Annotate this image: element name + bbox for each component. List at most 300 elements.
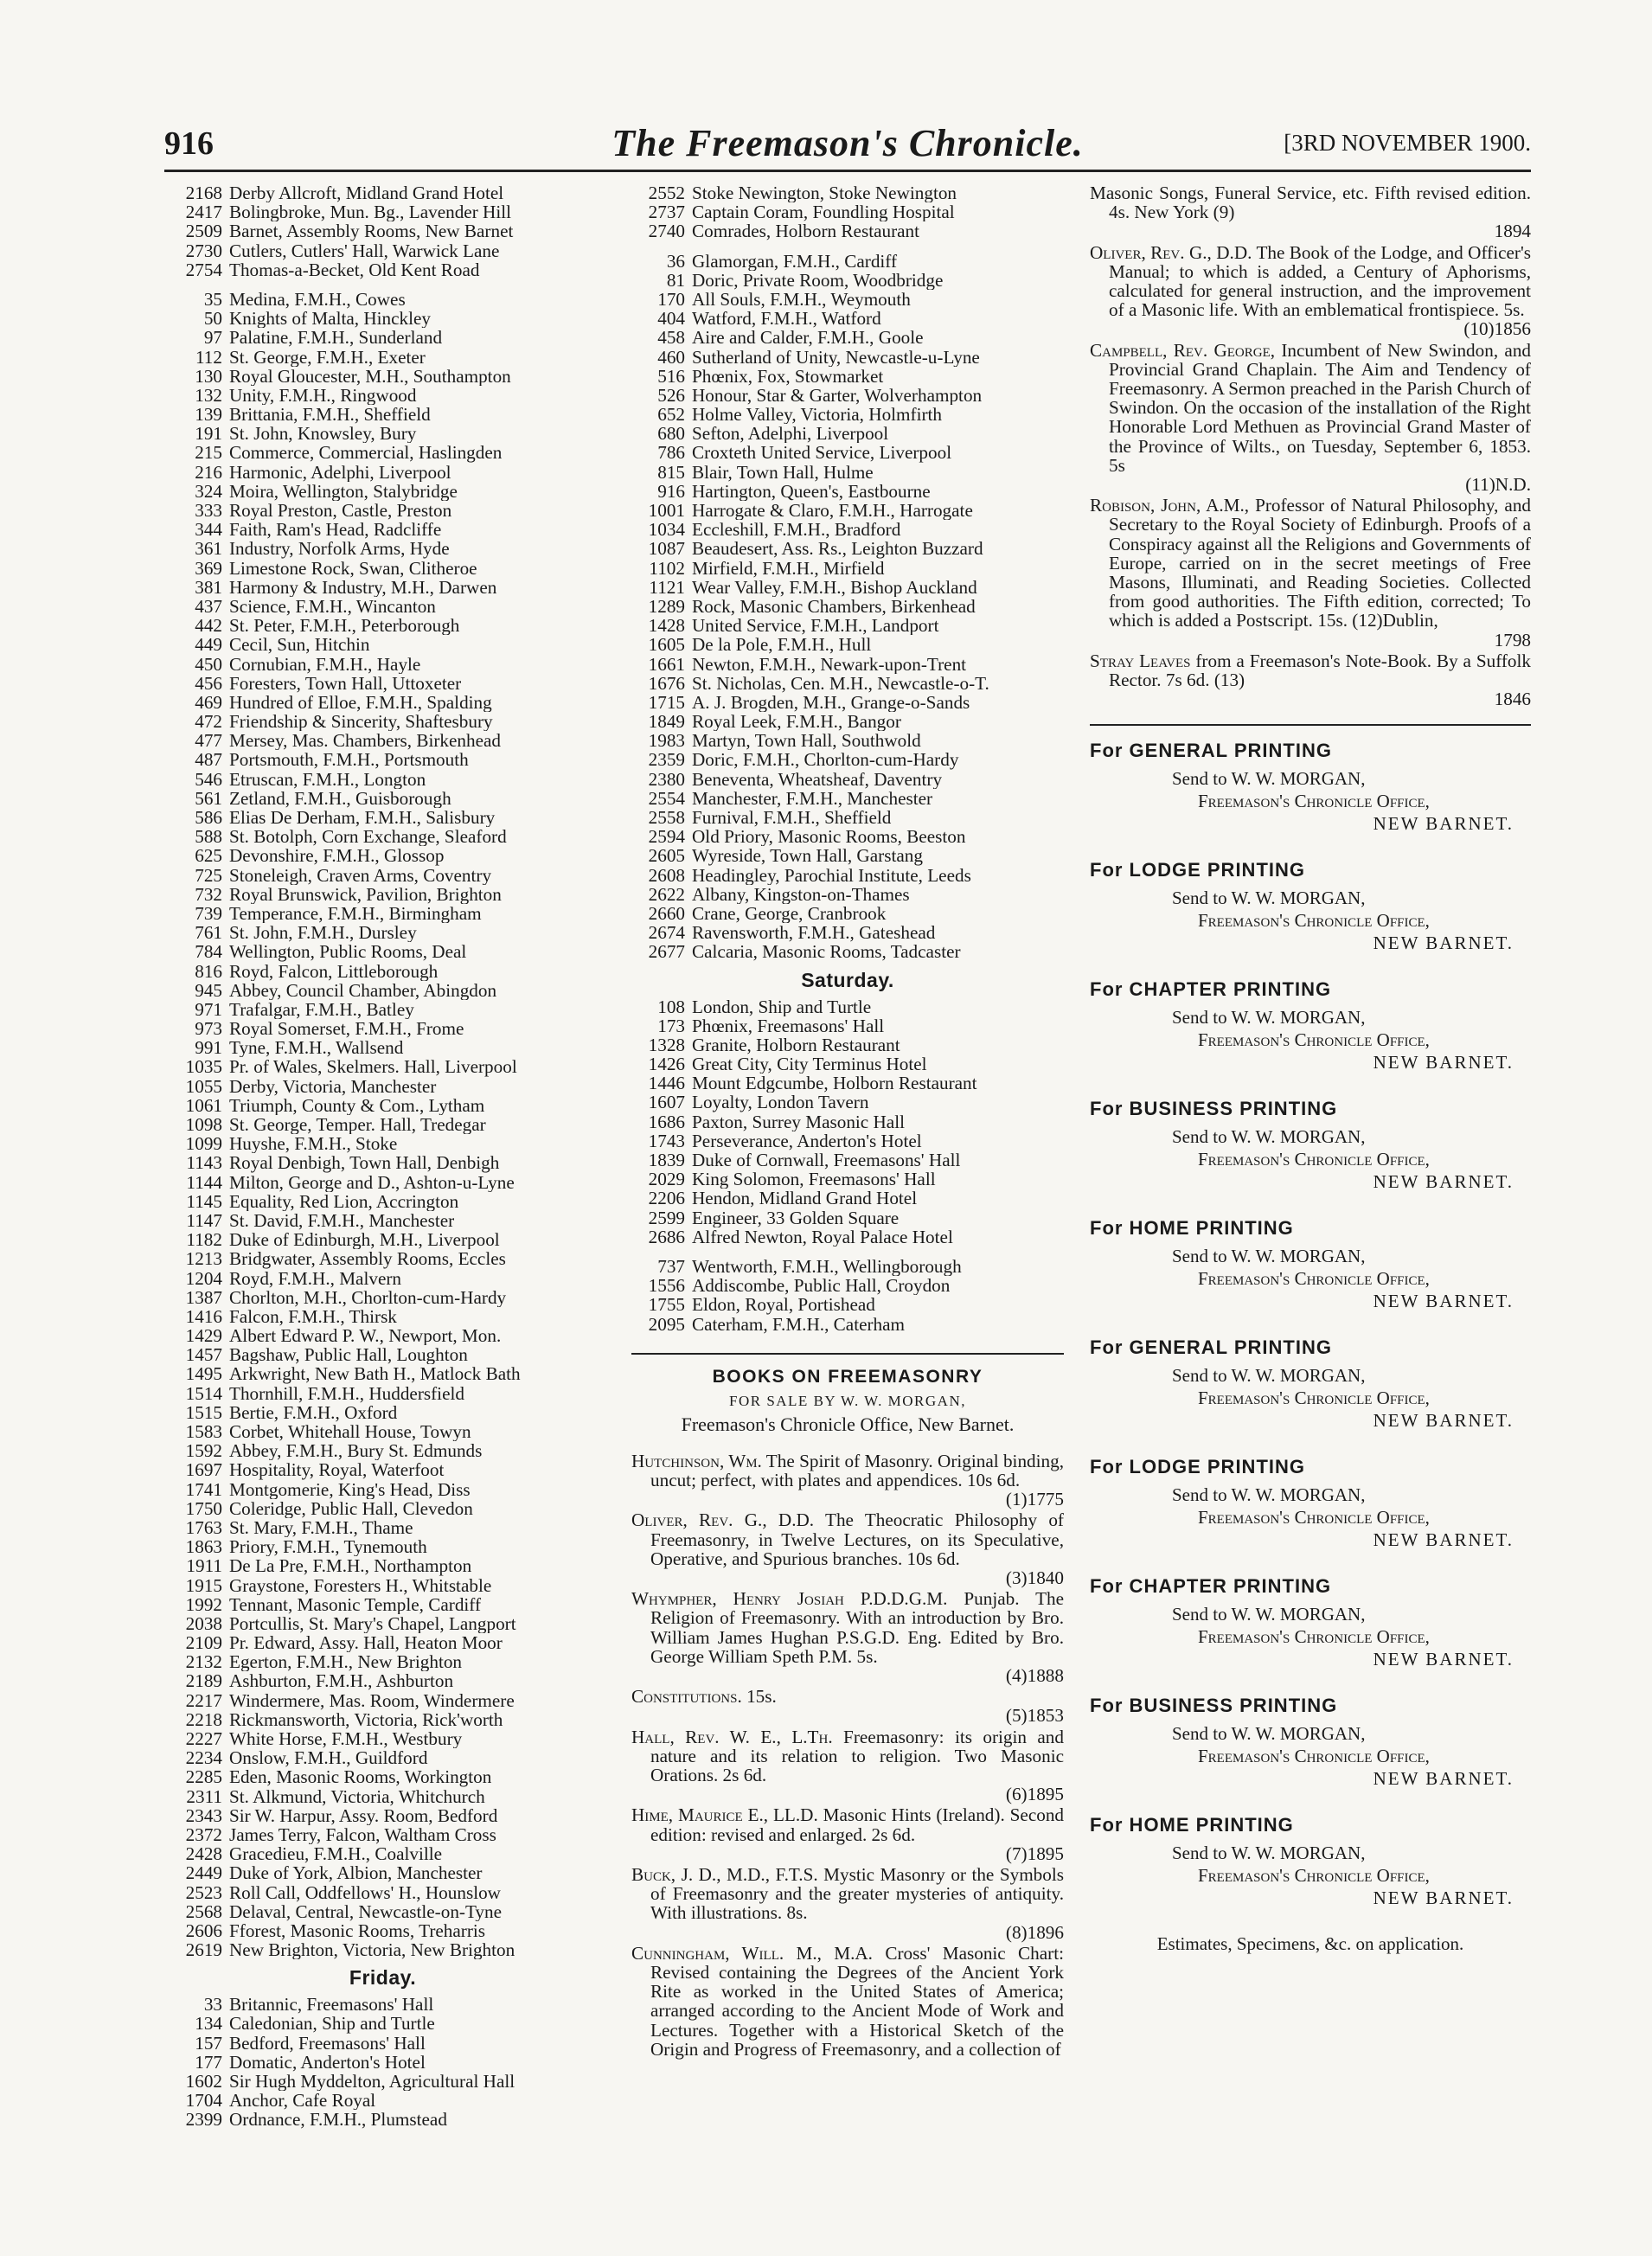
lodge-name: Duke of Cornwall, Freemasons' Hall: [692, 1150, 961, 1170]
lodge-name: Blair, Town Hall, Hulme: [692, 462, 874, 482]
book-ref: (11)N.D.: [1465, 474, 1531, 496]
lodge-number: 815: [657, 462, 685, 482]
lodge-row: [169, 1019, 597, 1038]
lodge-number: 369: [195, 558, 222, 578]
lodge-row: [169, 578, 597, 597]
lodge-name: Knights of Malta, Hinckley: [229, 309, 432, 329]
lodge-number: 2605: [648, 846, 685, 866]
lodge-row: [631, 674, 1064, 693]
lodge-number: 2234: [185, 1748, 222, 1768]
lodge-row: [631, 789, 1064, 808]
lodge-row: [169, 1614, 597, 1633]
lodge-row: [169, 424, 597, 443]
lodge-name: Foresters, Town Hall, Uttoxeter: [229, 673, 462, 693]
lodge-name: Harmonic, Adelphi, Liverpool: [229, 462, 451, 482]
lodge-row: [169, 1269, 597, 1288]
lodge-row: [169, 2072, 597, 2091]
lodge-row: [631, 942, 1064, 961]
lodge-name: Royd, Falcon, Littleborough: [229, 961, 439, 981]
lodge-name: Caledonian, Ship and Turtle: [229, 2014, 435, 2034]
lodge-row: [169, 1537, 597, 1556]
ad-title: For HOME PRINTING: [1090, 1814, 1294, 1836]
lodge-row: [631, 655, 1064, 674]
lodge-number: 1429: [185, 1326, 222, 1346]
lodge-row: [631, 1093, 1064, 1112]
page-number: 916: [164, 125, 214, 162]
lodge-number: 324: [195, 481, 222, 501]
lodge-row: [631, 1227, 1064, 1247]
lodge-number: 1743: [648, 1131, 685, 1150]
lodge-row: [169, 1345, 597, 1364]
friday-heading: Friday.: [349, 1966, 417, 1990]
lodge-number: 132: [195, 385, 222, 406]
lodge-row: [169, 1364, 597, 1383]
lodge-name: Duke of York, Albion, Manchester: [229, 1863, 483, 1883]
lodge-row: [631, 290, 1064, 309]
lodge-row: [631, 1189, 1064, 1208]
lodge-row: [169, 520, 597, 539]
lodge-number: 2217: [185, 1690, 222, 1710]
lodge-row: [169, 866, 597, 885]
lodge-name: Calcaria, Masonic Rooms, Tadcaster: [692, 942, 961, 962]
lodge-row: [631, 904, 1064, 923]
lodge-row: [631, 885, 1064, 904]
lodge-row: [169, 183, 597, 202]
lodge-number: 1607: [648, 1093, 685, 1112]
lodge-row: [169, 827, 597, 846]
lodge-name: Rock, Masonic Chambers, Birkenhead: [692, 596, 976, 617]
lodge-number: 2380: [648, 769, 685, 789]
lodge-number: 1328: [648, 1035, 685, 1055]
lodge-row: [169, 655, 597, 674]
lodge-number: 2168: [185, 183, 222, 203]
book-text: The Book of the Lodge, and Officer's Manual; to which is added, a Century of Aphorisms, calculated for general instruction, and the improvement of a Masonic life. With an emblematical frontispiece. 5s.: [1109, 241, 1532, 321]
book-text: 15s.: [746, 1686, 777, 1708]
lodge-number: 1592: [185, 1441, 222, 1461]
lodge-row: [631, 520, 1064, 539]
lodge-number: 1495: [185, 1364, 222, 1384]
lodge-name: Loyalty, London Tavern: [692, 1093, 869, 1112]
book-ref: (4)1888: [1005, 1664, 1064, 1686]
book-text: Punjab. The Religion of Freemasonry. With an introduction by Bro. William James Hughan P.S.G.D. Eng. Edited by Bro. George William Speth P.M. 5s.: [650, 1588, 1065, 1667]
lodge-number: 472: [195, 712, 222, 732]
lodge-row: [631, 443, 1064, 462]
lodge-number: 2509: [185, 221, 222, 241]
lodge-number: 81: [666, 270, 685, 290]
issue-date: [3RD NOVEMBER 1900.: [1284, 130, 1531, 156]
book-author: Cunningham, Will. M., M.A.: [631, 1942, 873, 1964]
lodge-row: [631, 597, 1064, 616]
lodge-number: 1556: [648, 1276, 685, 1296]
lodge-number: 737: [657, 1256, 685, 1277]
lodge-number: 1915: [185, 1575, 222, 1595]
lodge-name: Doric, F.M.H., Chorlton-cum-Hardy: [692, 750, 959, 770]
lodge-name: Windermere, Mas. Room, Windermere: [229, 1690, 515, 1710]
lodge-row: [169, 1134, 597, 1153]
lodge-row: [169, 367, 597, 386]
printing-ad: [1090, 1814, 1531, 1909]
lodge-row: [169, 693, 597, 712]
lodge-name: Commerce, Commercial, Haslingden: [229, 443, 503, 463]
lodge-row: [631, 348, 1064, 367]
lodge-row: [169, 942, 597, 961]
lodge-name: Cornubian, F.M.H., Hayle: [229, 654, 421, 674]
ad-office: Freemason's Chronicle Office,: [1198, 791, 1430, 812]
lodge-name: Onslow, F.M.H., Guildford: [229, 1748, 428, 1768]
lodge-row: [169, 712, 597, 731]
lodge-number: 2132: [185, 1652, 222, 1672]
lodge-row: [169, 1326, 597, 1345]
lodge-row: [169, 808, 597, 827]
lodge-number: 1686: [648, 1112, 685, 1131]
lodge-name: Stoke Newington, Stoke Newington: [692, 183, 957, 203]
lodge-number: 816: [195, 961, 222, 981]
ad-send-to: Send to W. W. MORGAN,: [1172, 1484, 1366, 1506]
printing-ad: [1090, 1575, 1531, 1670]
lodge-row: [169, 1844, 597, 1863]
printing-ad: [1090, 740, 1531, 835]
lodge-number: 2095: [648, 1314, 685, 1334]
lodge-number: 2606: [185, 1920, 222, 1941]
lodge-number: 680: [657, 424, 685, 444]
lodge-number: 404: [657, 309, 685, 329]
lodge-row: [169, 463, 597, 482]
lodge-row: [169, 789, 597, 808]
lodge-number: 33: [203, 1995, 222, 2015]
lodge-name: Rickmansworth, Victoria, Rick'worth: [229, 1709, 503, 1729]
lodge-name: Newton, F.M.H., Newark-upon-Trent: [692, 654, 967, 674]
book-ref: (7)1895: [1005, 1843, 1064, 1864]
lodge-row: [169, 885, 597, 904]
lodge-row: [169, 1403, 597, 1422]
lodge-name: Comrades, Holborn Restaurant: [692, 221, 920, 241]
lodge-row: [631, 424, 1064, 443]
lodge-name: Chorlton, M.H., Chorlton-cum-Hardy: [229, 1287, 507, 1307]
lodge-row: [631, 328, 1064, 347]
lodge-number: 1755: [648, 1295, 685, 1315]
lodge-name: Britannic, Freemasons' Hall: [229, 1995, 434, 2015]
lodge-name: Roll Call, Oddfellows' H., Hounslow: [229, 1882, 501, 1902]
lodge-number: 2740: [648, 221, 685, 241]
lodge-name: Friendship & Sincerity, Shaftesbury: [229, 712, 493, 732]
lodge-number: 333: [195, 501, 222, 521]
lodge-row: [169, 770, 597, 789]
lodge-name: Thornhill, F.M.H., Huddersfield: [229, 1383, 464, 1403]
lodge-name: Medina, F.M.H., Cowes: [229, 289, 406, 310]
lodge-number: 1983: [648, 731, 685, 751]
lodge-row: [169, 923, 597, 942]
lodge-name: Brittania, F.M.H., Sheffield: [229, 405, 431, 425]
column-2: [631, 183, 1064, 2061]
lodge-name: Domatic, Anderton's Hotel: [229, 2052, 426, 2072]
lodge-number: 1143: [186, 1153, 222, 1173]
lodge-number: 177: [195, 2052, 222, 2072]
lodge-name: Pr. of Wales, Skelmers. Hall, Liverpool: [229, 1057, 517, 1077]
lodge-number: 1715: [648, 692, 685, 713]
lodge-number: 456: [195, 673, 222, 693]
lodge-row: [169, 962, 597, 981]
lodge-row: [169, 1748, 597, 1767]
book-author: Whympher, Henry Josiah P.D.D.G.M.: [631, 1588, 948, 1610]
lodge-row: [169, 405, 597, 424]
lodge-number: 1001: [648, 501, 685, 521]
lodge-number: 1839: [648, 1150, 685, 1170]
lodge-row: [169, 1863, 597, 1882]
lodge-number: 216: [195, 462, 222, 482]
lodge-number: 112: [195, 347, 222, 367]
lodge-number: 1849: [648, 712, 685, 732]
lodge-number: 487: [195, 750, 222, 770]
lodge-name: Royal Denbigh, Town Hall, Denbigh: [229, 1153, 500, 1173]
lodge-number: 1145: [186, 1191, 222, 1211]
lodge-number: 437: [195, 596, 222, 617]
lodge-row: [169, 981, 597, 1000]
lodge-name: Hartington, Queen's, Eastbourne: [692, 481, 931, 501]
lodge-row: [631, 1054, 1064, 1074]
ad-place: NEW BARNET.: [1373, 1052, 1514, 1074]
lodge-row: [169, 260, 597, 279]
lodge-name: Priory, F.M.H., Tynemouth: [229, 1537, 427, 1557]
section-divider: [631, 1353, 1064, 1355]
lodge-number: 1863: [185, 1537, 222, 1557]
lodge-number: 36: [666, 251, 685, 271]
book-author: Oliver, Rev. G., D.D.: [631, 1509, 815, 1531]
lodge-name: Glamorgan, F.M.H., Cardiff: [692, 251, 898, 271]
lodge-name: Tyne, F.M.H., Wallsend: [229, 1038, 404, 1058]
lodge-number: 725: [195, 865, 222, 885]
lodge-row: [169, 1787, 597, 1806]
lodge-number: 2554: [648, 788, 685, 808]
lodge-name: De la Pole, F.M.H., Hull: [692, 635, 872, 655]
lodge-number: 469: [195, 692, 222, 713]
lodge-name: St. George, Temper. Hall, Tredegar: [229, 1115, 486, 1135]
books-title: BOOKS ON FREEMASONRY: [712, 1366, 983, 1387]
saturday-heading: Saturday.: [801, 968, 894, 991]
lodge-name: Beaudesert, Ass. Rs., Leighton Buzzard: [692, 539, 983, 559]
lodge-name: Eden, Masonic Rooms, Workington: [229, 1767, 492, 1787]
lodge-row: [169, 1173, 597, 1192]
lodge-number: 2608: [648, 865, 685, 885]
lodge-name: Wyreside, Town Hall, Garstang: [692, 846, 923, 866]
lodge-row: [631, 367, 1064, 386]
lodge-row: [631, 309, 1064, 328]
lodge-row: [169, 501, 597, 520]
book-ref: 1846: [1494, 689, 1531, 710]
lodge-number: 191: [195, 424, 222, 444]
lodge-name: Honour, Star & Garter, Wolverhampton: [692, 385, 983, 406]
lodge-row: [169, 1518, 597, 1537]
lodge-number: 991: [195, 1038, 222, 1058]
lodge-number: 1428: [648, 616, 685, 636]
lodge-name: Tennant, Masonic Temple, Cardiff: [229, 1594, 482, 1614]
lodge-name: Gracedieu, F.M.H., Coalville: [229, 1844, 443, 1864]
book-ref: (8)1896: [1005, 1921, 1064, 1943]
lodge-number: 586: [195, 808, 222, 828]
lodge-number: 2311: [186, 1786, 222, 1806]
lodge-name: St. George, F.M.H., Exeter: [229, 347, 426, 367]
lodge-name: Wellington, Public Rooms, Deal: [229, 942, 467, 962]
lodge-number: 526: [657, 385, 685, 406]
lodge-number: 1446: [648, 1074, 685, 1093]
ad-office: Freemason's Chronicle Office,: [1198, 1626, 1430, 1648]
lodge-row: [631, 559, 1064, 578]
lodge-row: [169, 202, 597, 221]
lodge-name: Phœnix, Fox, Stowmarket: [692, 366, 884, 386]
lodge-row: [631, 386, 1064, 405]
lodge-name: Ravensworth, F.M.H., Gateshead: [692, 923, 936, 943]
lodge-row: [169, 1307, 597, 1326]
lodge-name: Eldon, Royal, Portishead: [692, 1295, 875, 1315]
lodge-row: [169, 221, 597, 240]
lodge-number: 1676: [648, 673, 685, 693]
lodge-name: Sutherland of Unity, Newcastle-u-Lyne: [692, 347, 980, 367]
books-list: [631, 1452, 1064, 2059]
lodge-number: 35: [203, 289, 222, 310]
lodge-name: Granite, Holborn Restaurant: [692, 1035, 900, 1055]
lodge-name: St. John, F.M.H., Dursley: [229, 923, 417, 943]
lodge-name: Ashburton, F.M.H., Ashburton: [229, 1671, 454, 1691]
lodge-row: [631, 1315, 1064, 1334]
lodge-name: United Service, F.M.H., Landport: [692, 616, 939, 636]
lodge-number: 916: [657, 481, 685, 501]
page-header: [164, 121, 1531, 172]
lodge-number: 739: [195, 903, 222, 924]
lodge-name: Portsmouth, F.M.H., Portsmouth: [229, 750, 469, 770]
lodge-name: St. Nicholas, Cen. M.H., Newcastle-o-T.: [692, 673, 989, 693]
lodge-name: Industry, Norfolk Arms, Hyde: [229, 539, 450, 559]
lodge-row: [169, 1422, 597, 1441]
lodge-row: [169, 904, 597, 923]
ad-place: NEW BARNET.: [1373, 1529, 1514, 1551]
lodge-name: Hendon, Midland Grand Hotel: [692, 1189, 918, 1208]
lodge-name: Science, F.M.H., Wincanton: [229, 596, 436, 617]
lodge-name: Caterham, F.M.H., Caterham: [692, 1314, 906, 1334]
lodge-number: 2674: [648, 923, 685, 943]
lodge-row: [631, 731, 1064, 750]
lodge-number: 1055: [185, 1076, 222, 1096]
book-text: Masonic Songs, Funeral Service, etc. Fifth revised edition. 4s. New York (9): [1090, 183, 1531, 223]
lodge-name: Faith, Ram's Head, Radcliffe: [229, 520, 442, 540]
lodge-row: [169, 2110, 597, 2129]
lodge-name: Bolingbroke, Mun. Bg., Lavender Hill: [229, 202, 512, 222]
book-author: Constitutions.: [631, 1686, 742, 1708]
lodge-name: Portcullis, St. Mary's Chapel, Langport: [229, 1613, 516, 1634]
lodge-number: 732: [195, 884, 222, 904]
lodge-name: Addiscombe, Public Hall, Croydon: [692, 1276, 951, 1296]
lodge-name: Royal Leek, F.M.H., Bangor: [692, 712, 901, 732]
ad-send-to: Send to W. W. MORGAN,: [1172, 1365, 1366, 1387]
ad-office: Freemason's Chronicle Office,: [1198, 1865, 1430, 1887]
lodge-row: [631, 750, 1064, 769]
lodge-name: Montgomerie, King's Head, Diss: [229, 1479, 471, 1499]
lodge-name: Eccleshill, F.M.H., Bradford: [692, 520, 901, 540]
lodge-row: [631, 616, 1064, 635]
lodge-name: Paxton, Surrey Masonic Hall: [692, 1112, 905, 1131]
lodge-name: King Solomon, Freemasons' Hall: [692, 1170, 936, 1189]
printing-ads: [1090, 740, 1531, 1909]
lodge-number: 1426: [648, 1054, 685, 1074]
lodge-number: 1213: [185, 1249, 222, 1269]
lodge-number: 652: [657, 405, 685, 425]
lodge-row: [169, 309, 597, 328]
lodge-name: St. David, F.M.H., Manchester: [229, 1210, 455, 1231]
book-text: The Spirit of Masonry. Original binding, uncut; perfect, with plates and appendices. 10s 6d.: [650, 1450, 1065, 1490]
lodge-name: Bertie, F.M.H., Oxford: [229, 1402, 398, 1422]
lodge-number: 2038: [185, 1613, 222, 1634]
lodge-row: [631, 405, 1064, 424]
ad-title: For BUSINESS PRINTING: [1090, 1098, 1338, 1120]
book-ref: (6)1895: [1005, 1784, 1064, 1805]
lodge-name: Derby, Victoria, Manchester: [229, 1076, 437, 1096]
lodge-row: [631, 1035, 1064, 1054]
ad-title: For LODGE PRINTING: [1090, 1456, 1305, 1478]
lodge-number: 361: [195, 539, 222, 559]
lodge-list-thursday-cont: [631, 183, 1064, 962]
lodge-name: Beneventa, Wheatsheaf, Daventry: [692, 769, 943, 789]
lodge-row: [169, 1710, 597, 1729]
lodge-row: [631, 808, 1064, 827]
lodge-row: [169, 539, 597, 558]
lodge-row: [631, 1170, 1064, 1189]
lodge-row: [631, 501, 1064, 520]
lodge-name: Pr. Edward, Assy. Hall, Heaton Moor: [229, 1633, 503, 1653]
book-ref: (10)1856: [1463, 318, 1531, 340]
lodge-number: 2730: [185, 240, 222, 260]
lodge-row: [169, 328, 597, 347]
lodge-number: 2523: [185, 1882, 222, 1902]
books-list-cont: [1090, 183, 1531, 708]
lodge-number: 344: [195, 520, 222, 540]
lodge-number: 139: [195, 405, 222, 425]
lodge-row: [169, 1192, 597, 1211]
ad-office: Freemason's Chronicle Office,: [1198, 1268, 1430, 1290]
lodge-number: 1750: [185, 1498, 222, 1518]
lodge-name: Stoneleigh, Craven Arms, Coventry: [229, 865, 492, 885]
book-ref: (3)1840: [1005, 1567, 1064, 1588]
lodge-number: 561: [195, 788, 222, 808]
lodge-name: Ordnance, F.M.H., Plumstead: [229, 2110, 447, 2130]
lodge-number: 1515: [185, 1402, 222, 1422]
lodge-row: [631, 997, 1064, 1016]
lodge-row: [631, 252, 1064, 271]
lodge-name: Fforest, Masonic Rooms, Treharris: [229, 1920, 486, 1941]
lodge-name: London, Ship and Turtle: [692, 997, 872, 1016]
lodge-row: [631, 183, 1064, 202]
lodge-name: Devonshire, F.M.H., Glossop: [229, 846, 445, 866]
lodge-number: 1457: [185, 1345, 222, 1365]
lodge-name: Milton, George and D., Ashton-u-Lyne: [229, 1172, 515, 1192]
book-author: Oliver, Rev. G., D.D.: [1090, 241, 1252, 263]
lodge-number: 50: [203, 309, 222, 329]
lodge-number: 2285: [185, 1767, 222, 1787]
printing-ad: [1090, 1098, 1531, 1193]
lodge-row: [631, 1131, 1064, 1150]
lodge-number: 1583: [185, 1422, 222, 1442]
lodge-number: 2754: [185, 260, 222, 279]
lodge-row: [169, 846, 597, 865]
printing-ad: [1090, 1217, 1531, 1312]
book-author: Hime, Maurice E., LL.D.: [631, 1804, 818, 1826]
lodge-number: 170: [657, 289, 685, 310]
ad-office: Freemason's Chronicle Office,: [1198, 1029, 1430, 1051]
lodge-name: Perseverance, Anderton's Hotel: [692, 1131, 922, 1150]
lodge-number: 477: [195, 731, 222, 751]
lodge-row: [169, 2053, 597, 2072]
lodge-number: 2399: [185, 2110, 222, 2130]
lodge-name: St. Botolph, Corn Exchange, Sleaford: [229, 827, 507, 847]
ad-place: NEW BARNET.: [1373, 1887, 1514, 1909]
lodge-number: 1102: [649, 558, 685, 578]
